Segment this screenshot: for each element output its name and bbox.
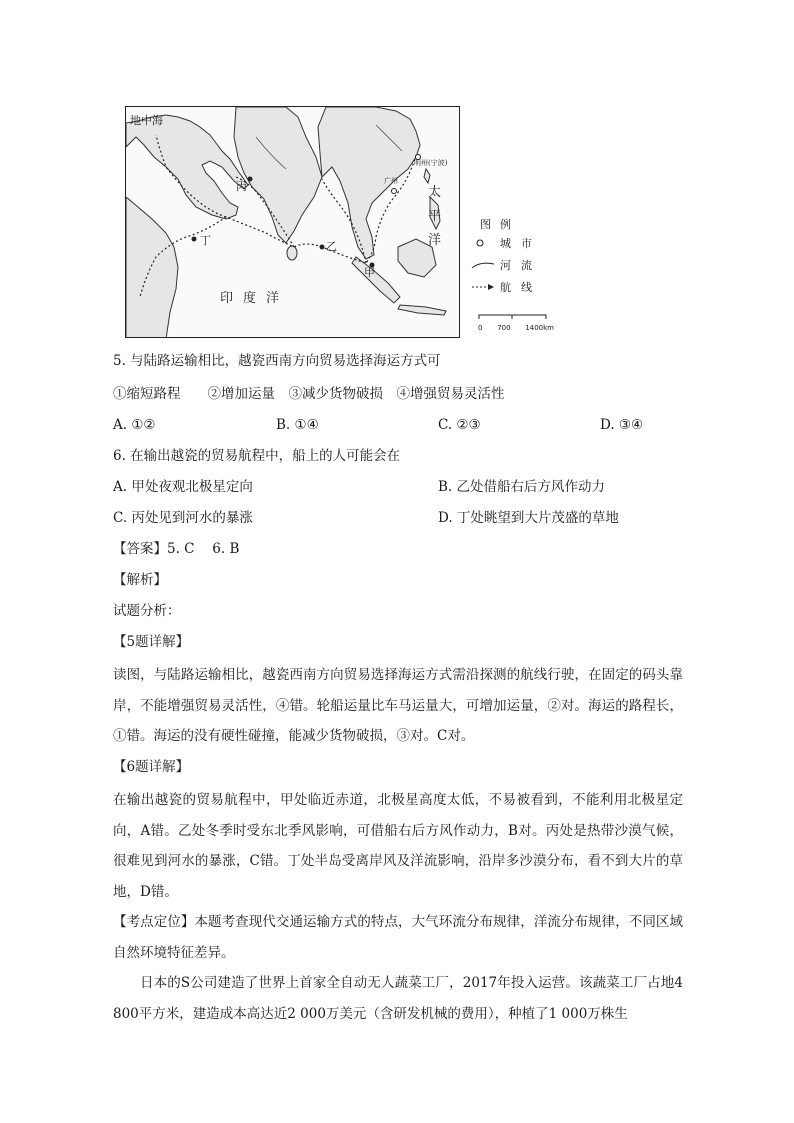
kaodian-text: 【考点定位】本题考查现代交通运输方式的特点，大气环流分布规律，洋流分布规律，不同区域自然环境特征差异。 (113, 914, 683, 961)
label-ding: 丁 (200, 234, 211, 247)
question-5-statements: ①缩短路程 ②增加运量 ③减少货物破损 ④增强贸易灵活性 (113, 386, 505, 402)
q6-option-a: A. 甲处夜观北极星定向 (113, 479, 253, 495)
q5-option-c: C. ②③ (438, 417, 481, 433)
answer-line: 【答案】5. C 6. B (113, 541, 240, 557)
map-frame (125, 106, 460, 338)
next-question-paragraph: 日本的S公司建造了世界上首家全自动无人蔬菜工厂，2017年投入运营。该蔬菜工厂占地4 800平方米，建造成本高达近2 000万美元（含研发机械的费用），种植了1 000万株生 (113, 975, 683, 1022)
label-indian-ocean: 印度洋 (220, 291, 290, 306)
analysis-intro: 试题分析： (113, 603, 181, 619)
question-5-stem: 5. 与陆路运输相比，越瓷西南方向贸易选择海运方式可 (113, 353, 441, 369)
legend-river (470, 254, 560, 276)
east-africa-coast (126, 197, 178, 338)
river-symbol-icon (470, 259, 496, 271)
scale-tick: 0 (478, 324, 483, 332)
route-arrow-icon (470, 281, 496, 293)
label-jia: 甲 (364, 266, 375, 279)
map-scale-bar (478, 305, 558, 332)
label-mediterranean: 地中海 (130, 114, 163, 127)
sri-lanka (287, 246, 297, 260)
q6-option-d: D. 丁处眺望到大片茂盛的草地 (438, 510, 619, 526)
question-6-stem: 6. 在输出越瓷的贸易航程中，船上的人可能会在 (113, 448, 401, 464)
q6-detail-text: 在输出越瓷的贸易航程中，甲处临近赤道，北极星高度太低，不易被看到，不能利用北极星定向，A错。乙处冬季时受东北季风影响，可借船右后方风作动力，B对。丙处是热带沙漠气候，很难见到河水的暴涨，C错。丁处半岛受离岸风及洋流影响，沿岸多沙漠分布，看不到大片的草地，D错。 (113, 792, 683, 900)
legend-route (470, 276, 560, 298)
scale-tick: 700 (497, 324, 511, 332)
sumatra (352, 257, 400, 303)
map-legend (470, 216, 560, 298)
scale-tick: 1400km (525, 324, 554, 332)
q5-option-a: A. ①② (113, 417, 156, 433)
analysis-label: 【解析】 (113, 572, 167, 588)
q5-option-d: D. ③④ (600, 417, 644, 433)
q5-detail-text: 读图，与陆路运输相比，越瓷西南方向贸易选择海运方式需沿探测的航线行驶，在固定的码头靠岸，不能增强贸易灵活性，④错。轮船运量比车马运量大，可增加运量，②对。海运的路程长，①错。海运的没有硬性碰撞，能减少货物破损，③对。C对。 (113, 667, 683, 744)
legend-city (470, 232, 560, 254)
label-pacific: 太平洋 (428, 185, 442, 248)
city-dot-guangzhou (392, 189, 397, 194)
scale-bar-icon (478, 314, 548, 320)
city-dot-yi (320, 245, 325, 250)
q6-option-c: C. 丙处见到河水的暴涨 (113, 510, 253, 526)
africa-arabia-land (126, 115, 248, 219)
q5-option-b: B. ①④ (276, 417, 319, 433)
legend-route-label: 航线 (500, 281, 542, 294)
india-land (234, 107, 322, 243)
city-dot-bing (248, 177, 253, 182)
legend-title: 图例 (480, 218, 520, 231)
legend-river-label: 河流 (500, 259, 542, 272)
q6-option-b: B. 乙处借船右后方风作动力 (438, 479, 606, 495)
label-yi: 乙 (326, 240, 337, 253)
city-symbol-icon (470, 237, 496, 249)
label-mingzhou: 明州(宁波) (414, 159, 448, 167)
legend-city-label: 城市 (500, 237, 542, 250)
label-bing: 丙 (236, 180, 247, 193)
southeast-asia-china (318, 107, 420, 259)
map-drawing (126, 107, 460, 338)
label-guangzhou: 广州 (384, 177, 398, 185)
q5-detail-label: 【5题详解】 (113, 634, 190, 650)
q6-detail-label: 【6题详解】 (113, 759, 190, 775)
city-dot-ding (192, 237, 197, 242)
java (398, 305, 446, 315)
